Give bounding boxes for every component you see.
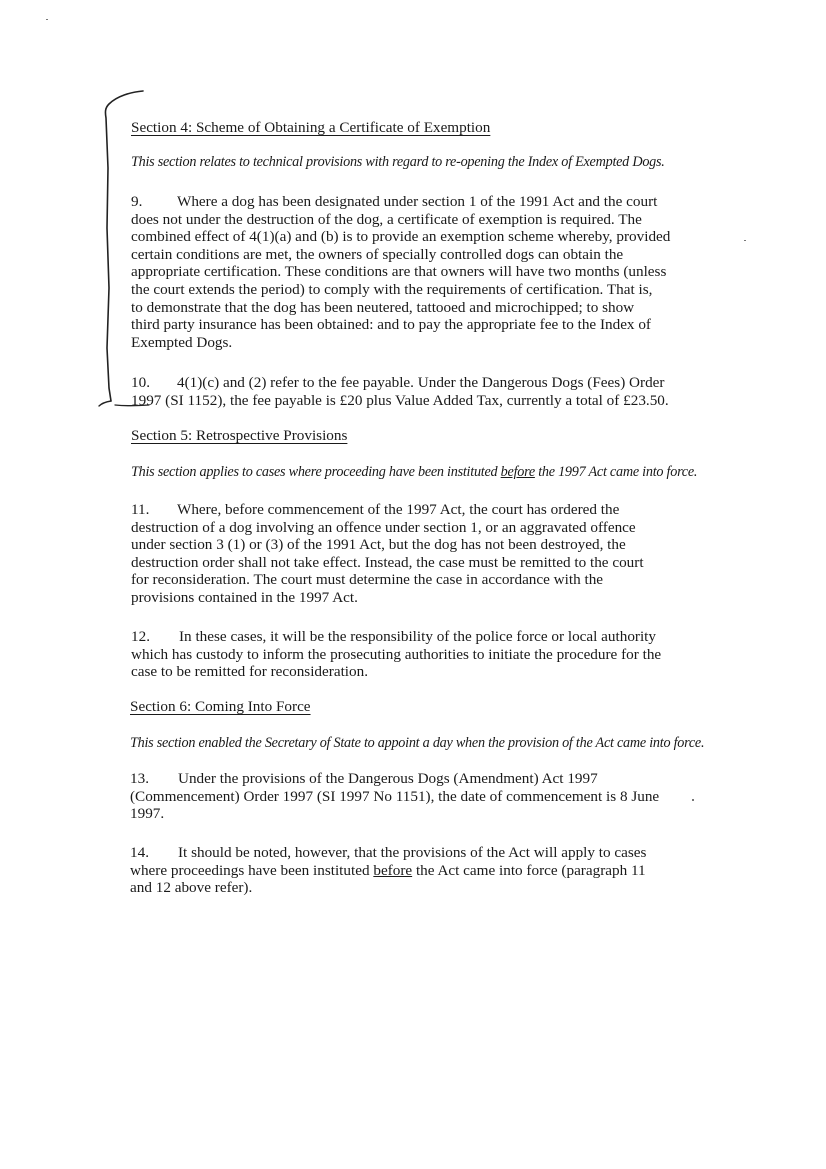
paragraph-line: and 12 above refer).: [130, 879, 253, 897]
section-5-note: [131, 464, 698, 482]
paragraph-emphasis: before: [373, 861, 413, 879]
paragraph-10: [131, 374, 691, 409]
paragraph-line: case to be remitted for reconsideration.: [131, 663, 368, 681]
paragraph-line: 1997 (SI 1152), the fee payable is £20 plus Value Added Tax, currently a total of £23.50.: [131, 391, 669, 409]
paragraph-number: 10.: [131, 374, 150, 391]
section-5-heading: Section 5: Retrospective Provisions: [131, 427, 348, 444]
section-4-heading: Section 4: Scheme of Obtaining a Certificate of Exemption: [131, 119, 491, 136]
paragraph-line: It should be noted, however, that the provisions of the Act will apply to cases: [178, 844, 647, 861]
note-emphasis: before: [500, 464, 535, 480]
paragraph-line: provisions contained in the 1997 Act.: [131, 588, 358, 606]
paragraph-line: does not under the destruction of the dog, a certificate of exemption is required. The: [131, 210, 642, 228]
paragraph-line: the Act came into force (paragraph 11: [412, 861, 646, 879]
paragraph-number: 14.: [130, 844, 149, 861]
paragraph-line: for reconsideration. The court must determine the case in accordance with the: [131, 571, 604, 589]
paragraph-line: destruction of a dog involving an offence under section 1, or an aggravated offence: [131, 518, 636, 536]
paragraph-line: the court extends the period) to comply with the requirements of certification. That is,: [131, 280, 653, 298]
paragraph-number: 9.: [131, 193, 143, 210]
paragraph-line: appropriate certification. These conditions are that owners will have two months (unless: [131, 263, 667, 281]
note-text: This section applies to cases where proceeding have been instituted: [131, 464, 501, 480]
paragraph-line: Where, before commencement of the 1997 Act, the court has ordered the: [177, 501, 620, 518]
paragraph-line: destruction order shall not take effect. Instead, the case must be remitted to the court: [131, 553, 644, 571]
paragraph-line: 1997.: [130, 805, 165, 823]
section-6-heading: Section 6: Coming Into Force: [130, 698, 311, 715]
paragraph-line: Exempted Dogs.: [131, 333, 233, 351]
paragraph-line: 4(1)(c) and (2) refer to the fee payable. Under the Dangerous Dogs (Fees) Order: [177, 374, 665, 391]
paragraph-11: [131, 501, 691, 607]
section-6-note: This section enabled the Secretary of State to appoint a day when the provision of the Act came into force.: [130, 735, 705, 751]
scan-speck: [692, 799, 694, 801]
paragraph-number: 13.: [130, 770, 149, 787]
paragraph-line: Under the provisions of the Dangerous Dogs (Amendment) Act 1997: [178, 770, 598, 787]
paragraph-line: (Commencement) Order 1997 (SI 1997 No 1151), the date of commencement is 8 June: [130, 787, 660, 805]
note-text: the 1997 Act came into force.: [534, 464, 698, 480]
scan-speck: [744, 240, 746, 241]
paragraph-line: which has custody to inform the prosecuting authorities to initiate the procedure for the: [131, 645, 662, 663]
paragraph-line: Where a dog has been designated under section 1 of the 1991 Act and the court: [177, 193, 658, 210]
scan-speck: [46, 19, 48, 20]
paragraph-line: certain conditions are met, the owners of specially controlled dogs can obtain the: [131, 245, 624, 263]
paragraph-line: combined effect of 4(1)(a) and (b) is to provide an exemption scheme whereby, provided: [131, 228, 671, 246]
paragraph-number: 11.: [131, 501, 150, 518]
paragraph-line: to demonstrate that the dog has been neutered, tattooed and microchipped; to show: [131, 298, 635, 316]
paragraph-12: [131, 628, 691, 681]
paragraph-number: 12.: [131, 628, 150, 645]
paragraph-line: where proceedings have been instituted: [130, 861, 374, 879]
section-4-note: This section relates to technical provisions with regard to re-opening the Index of Exempted Dogs.: [131, 154, 665, 170]
paragraph-14: [130, 844, 690, 897]
paragraph-line: In these cases, it will be the responsibility of the police force or local authority: [179, 628, 656, 645]
paragraph-9: [131, 193, 691, 351]
paragraph-13: [130, 770, 690, 823]
paragraph-line: third party insurance has been obtained: and to pay the appropriate fee to the Index of: [131, 316, 651, 334]
paragraph-line: under section 3 (1) or (3) of the 1991 Act, but the dog has not been destroyed, the: [131, 536, 626, 554]
